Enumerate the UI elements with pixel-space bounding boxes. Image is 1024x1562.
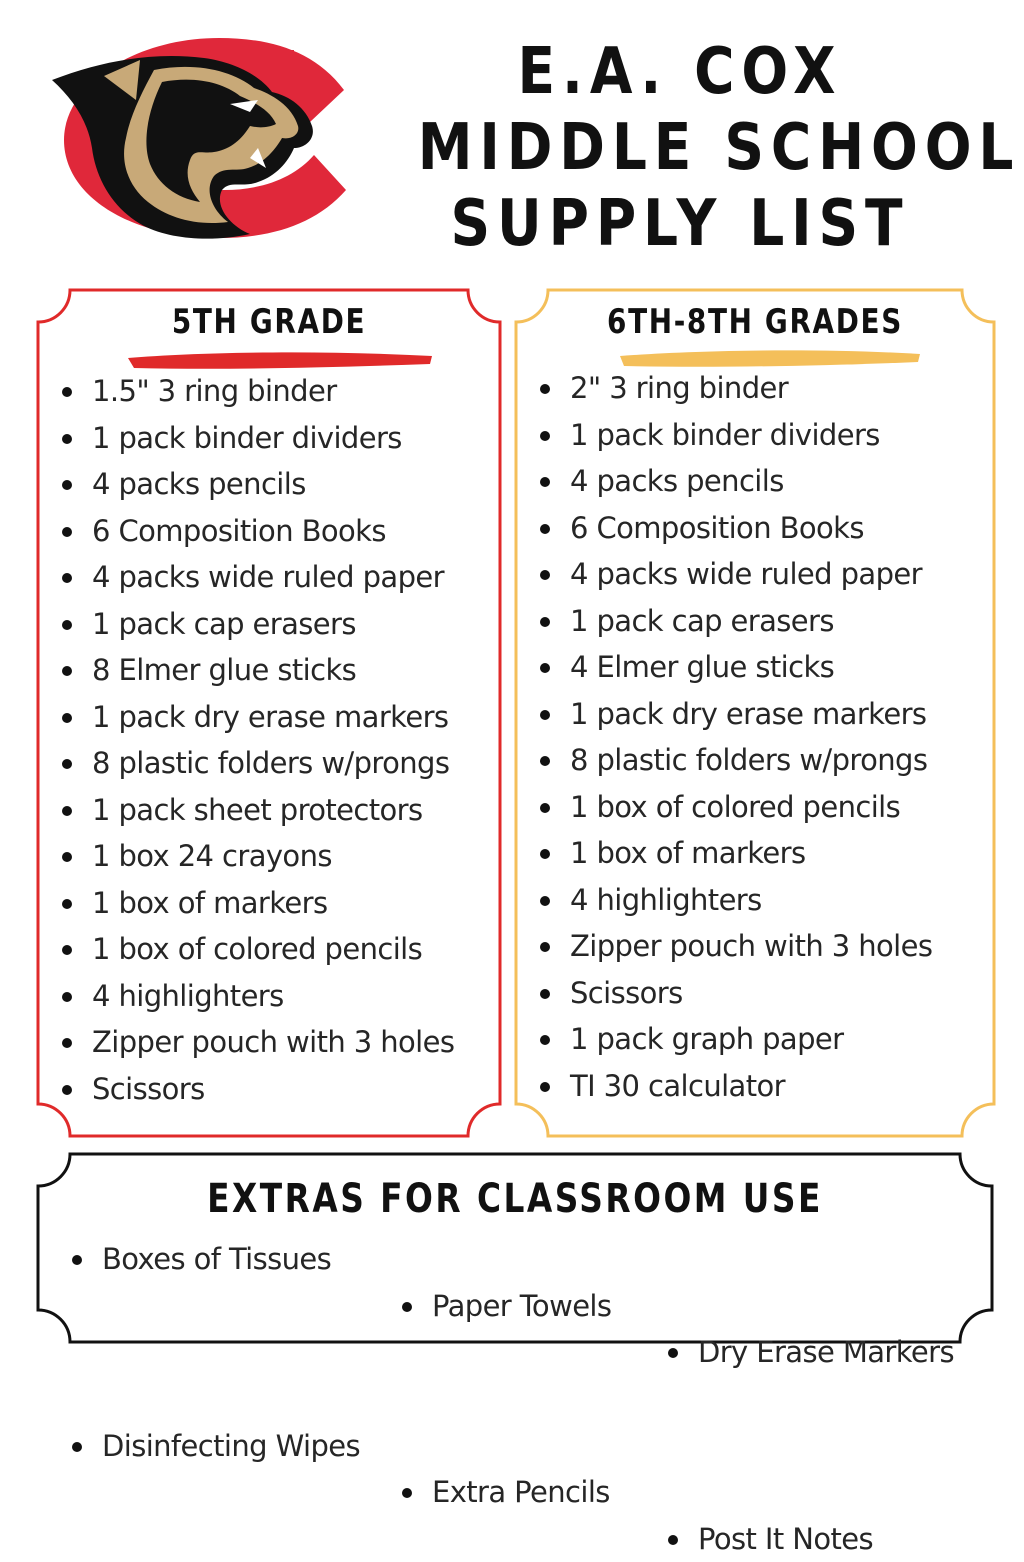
list-item: 1 pack binder dividers bbox=[516, 412, 932, 459]
list-item: 1 pack dry erase markers bbox=[38, 694, 454, 741]
list-item: 1 box 24 crayons bbox=[38, 833, 454, 880]
list-item: 4 packs pencils bbox=[516, 458, 932, 505]
grade-6-8-heading: 6TH-8TH GRADES bbox=[559, 302, 951, 342]
page-title bbox=[418, 34, 943, 262]
extras-panel bbox=[38, 1154, 992, 1342]
list-item: 1.5" 3 ring binder bbox=[38, 368, 454, 415]
extras-list bbox=[38, 1236, 992, 1515]
list-item: 1 pack cap erasers bbox=[516, 598, 932, 645]
list-item: 1 box of colored pencils bbox=[38, 926, 454, 973]
list-item: 1 pack cap erasers bbox=[38, 601, 454, 648]
list-item: 1 pack dry erase markers bbox=[516, 691, 932, 738]
title-line-2: MIDDLE SCHOOL bbox=[418, 110, 943, 186]
list-item: 4 highlighters bbox=[516, 877, 932, 924]
list-item: Boxes of Tissues bbox=[48, 1236, 1002, 1283]
grade-5-list bbox=[38, 368, 454, 1112]
list-item: 1 pack sheet protectors bbox=[38, 787, 454, 834]
list-item: Paper Towels bbox=[378, 1283, 1024, 1330]
grade-6-8-panel bbox=[516, 288, 994, 1136]
list-item: 1 box of colored pencils bbox=[516, 784, 932, 831]
extras-heading: EXTRAS FOR CLASSROOM USE bbox=[124, 1176, 906, 1222]
list-item: 2" 3 ring binder bbox=[516, 365, 932, 412]
panther-logo-icon bbox=[44, 30, 354, 245]
grade-5-panel bbox=[38, 288, 500, 1136]
list-item: Scissors bbox=[516, 970, 932, 1017]
list-item: Post It Notes bbox=[644, 1516, 1024, 1562]
list-item: 1 box of markers bbox=[38, 880, 454, 927]
list-item: 1 box of markers bbox=[516, 830, 932, 877]
grade-6-8-list bbox=[516, 365, 932, 1109]
list-item: Disinfecting Wipes bbox=[48, 1423, 1002, 1470]
list-item: 1 pack graph paper bbox=[516, 1016, 932, 1063]
list-item: 8 plastic folders w/prongs bbox=[516, 737, 932, 784]
list-item: Scissors bbox=[38, 1066, 454, 1113]
list-item: TI 30 calculator bbox=[516, 1063, 932, 1110]
grade-5-heading: 5TH GRADE bbox=[80, 302, 459, 342]
title-line-3: SUPPLY LIST bbox=[418, 186, 943, 262]
list-item: 4 packs pencils bbox=[38, 461, 454, 508]
list-item: 4 Elmer glue sticks bbox=[516, 644, 932, 691]
list-item: 6 Composition Books bbox=[38, 508, 454, 555]
title-line-1: E.A. COX bbox=[418, 34, 943, 110]
list-item: Extra Pencils bbox=[378, 1469, 1024, 1516]
list-item: 4 packs wide ruled paper bbox=[38, 554, 454, 601]
list-item: Zipper pouch with 3 holes bbox=[38, 1019, 454, 1066]
list-item: 8 Elmer glue sticks bbox=[38, 647, 454, 694]
list-item: Dry Erase Markers bbox=[644, 1329, 1024, 1376]
list-item: 8 plastic folders w/prongs bbox=[38, 740, 454, 787]
list-item: 6 Composition Books bbox=[516, 505, 932, 552]
list-item: 4 packs wide ruled paper bbox=[516, 551, 932, 598]
list-item: Zipper pouch with 3 holes bbox=[516, 923, 932, 970]
list-item: 4 highlighters bbox=[38, 973, 454, 1020]
list-item: 1 pack binder dividers bbox=[38, 415, 454, 462]
